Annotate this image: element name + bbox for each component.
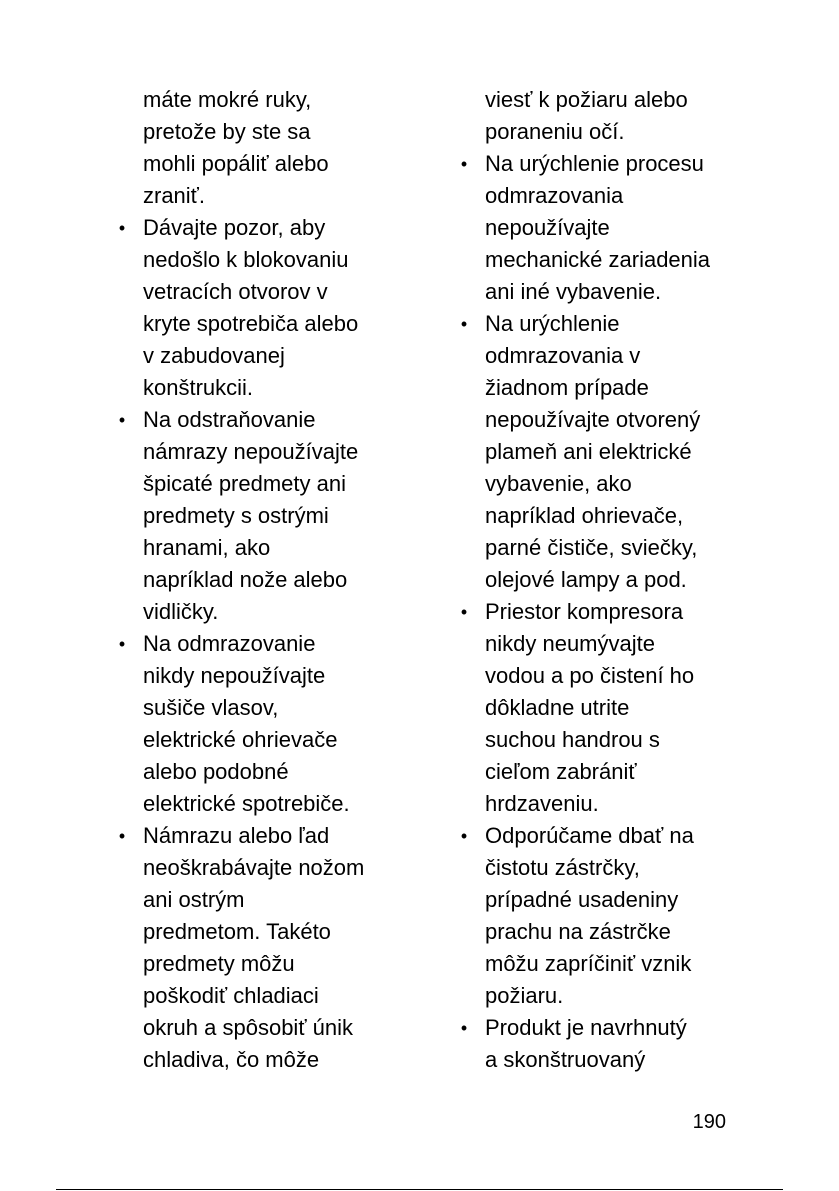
text-line: sušiče vlasov, xyxy=(143,695,279,720)
bullet-icon: • xyxy=(460,154,468,174)
text-line: vidličky. xyxy=(143,599,219,624)
continuation-paragraph xyxy=(143,84,403,212)
right-column xyxy=(460,84,745,1076)
bullet-icon: • xyxy=(118,634,126,654)
text-line: Dávajte pozor, aby xyxy=(143,215,326,240)
bullet-icon: • xyxy=(460,1018,468,1038)
text-line: mechanické zariadenia xyxy=(485,247,711,272)
text-line: napríklad ohrievače, xyxy=(485,503,684,528)
text-line: predmety s ostrými xyxy=(143,503,329,528)
text-line: ani ostrým xyxy=(143,887,245,912)
text-line: Na odmrazovanie xyxy=(143,631,316,656)
text-line: suchou handrou s xyxy=(485,727,660,752)
bullet-icon: • xyxy=(118,410,126,430)
bullet-icon: • xyxy=(460,602,468,622)
text-line: konštrukcii. xyxy=(143,375,254,400)
text-line: elektrické ohrievače xyxy=(143,727,338,752)
bullet-item-mechanical-devices xyxy=(460,148,745,308)
bullet-item-plug-cleanliness xyxy=(460,820,745,1012)
bullet-item-compressor xyxy=(460,596,745,820)
text-line: požiaru. xyxy=(485,983,564,1008)
text-line: dôkladne utrite xyxy=(485,695,630,720)
text-line: viesť k požiaru alebo xyxy=(485,87,688,112)
text-line: hrdzaveniu. xyxy=(485,791,599,816)
text-line: elektrické spotrebiče. xyxy=(143,791,350,816)
text-line: námrazy nepoužívajte xyxy=(143,439,359,464)
bullet-icon: • xyxy=(118,218,126,238)
bullet-item-hair-dryers xyxy=(118,628,403,820)
text-line: nedošlo k blokovaniu xyxy=(143,247,349,272)
text-line: zraniť. xyxy=(143,183,206,208)
bullet-item-scraping-ice xyxy=(118,820,403,1076)
text-line: vetracích otvorov v xyxy=(143,279,328,304)
text-line: Produkt je navrhnutý xyxy=(485,1015,687,1040)
footer-divider xyxy=(56,1189,783,1190)
text-line: nepoužívajte otvorený xyxy=(485,407,701,432)
bullet-item-product-design xyxy=(460,1012,745,1076)
text-line: Námrazu alebo ľad xyxy=(143,823,330,848)
text-line: čistotu zástrčky, xyxy=(485,855,640,880)
text-line: parné čističe, sviečky, xyxy=(485,535,698,560)
bullet-item-ventilation xyxy=(118,212,403,404)
text-line: nepoužívajte xyxy=(485,215,610,240)
text-line: alebo podobné xyxy=(143,759,289,784)
text-line: neoškrabávajte nožom xyxy=(143,855,365,880)
text-line: predmety môžu xyxy=(143,951,295,976)
text-line: v zabudovanej xyxy=(143,343,285,368)
bullet-icon: • xyxy=(118,826,126,846)
bullet-item-sharp-objects xyxy=(118,404,403,628)
text-line: cieľom zabrániť xyxy=(485,759,637,784)
text-line: prachu na zástrčke xyxy=(485,919,671,944)
text-line: olejové lampy a pod. xyxy=(485,567,687,592)
left-column xyxy=(118,84,403,1076)
text-line: ani iné vybavenie. xyxy=(485,279,662,304)
text-line: poškodiť chladiaci xyxy=(143,983,319,1008)
text-line: odmrazovania v xyxy=(485,343,641,368)
text-line: Odporúčame dbať na xyxy=(485,823,694,848)
text-line: môžu zapríčiniť vznik xyxy=(485,951,692,976)
text-line: kryte spotrebiča alebo xyxy=(143,311,359,336)
continuation-paragraph xyxy=(485,84,745,148)
text-line: máte mokré ruky, xyxy=(143,87,312,112)
text-line: okruh a spôsobiť únik xyxy=(143,1015,354,1040)
text-line: plameň ani elektrické xyxy=(485,439,692,464)
text-line: vybavenie, ako xyxy=(485,471,632,496)
text-line: a skonštruovaný xyxy=(485,1047,646,1072)
text-line: nikdy neumývajte xyxy=(485,631,655,656)
page-number: 190 xyxy=(692,1111,726,1133)
text-line: mohli popáliť alebo xyxy=(143,151,329,176)
text-line: prípadné usadeniny xyxy=(485,887,679,912)
text-line: špicaté predmety ani xyxy=(143,471,346,496)
text-line: Na odstraňovanie xyxy=(143,407,316,432)
text-line: odmrazovania xyxy=(485,183,624,208)
text-line: chladiva, čo môže xyxy=(143,1047,320,1072)
text-line: poraneniu očí. xyxy=(485,119,625,144)
text-line: nikdy nepoužívajte xyxy=(143,663,326,688)
text-line: vodou a po čistení ho xyxy=(485,663,695,688)
bullet-icon: • xyxy=(460,826,468,846)
text-line: Na urýchlenie procesu xyxy=(485,151,704,176)
text-line: žiadnom prípade xyxy=(485,375,649,400)
text-line: pretože by ste sa xyxy=(143,119,311,144)
text-line: hranami, ako xyxy=(143,535,271,560)
bullet-item-open-flame xyxy=(460,308,745,596)
text-line: Priestor kompresora xyxy=(485,599,684,624)
bullet-icon: • xyxy=(460,314,468,334)
text-line: napríklad nože alebo xyxy=(143,567,348,592)
text-line: predmetom. Takéto xyxy=(143,919,331,944)
text-line: Na urýchlenie xyxy=(485,311,620,336)
